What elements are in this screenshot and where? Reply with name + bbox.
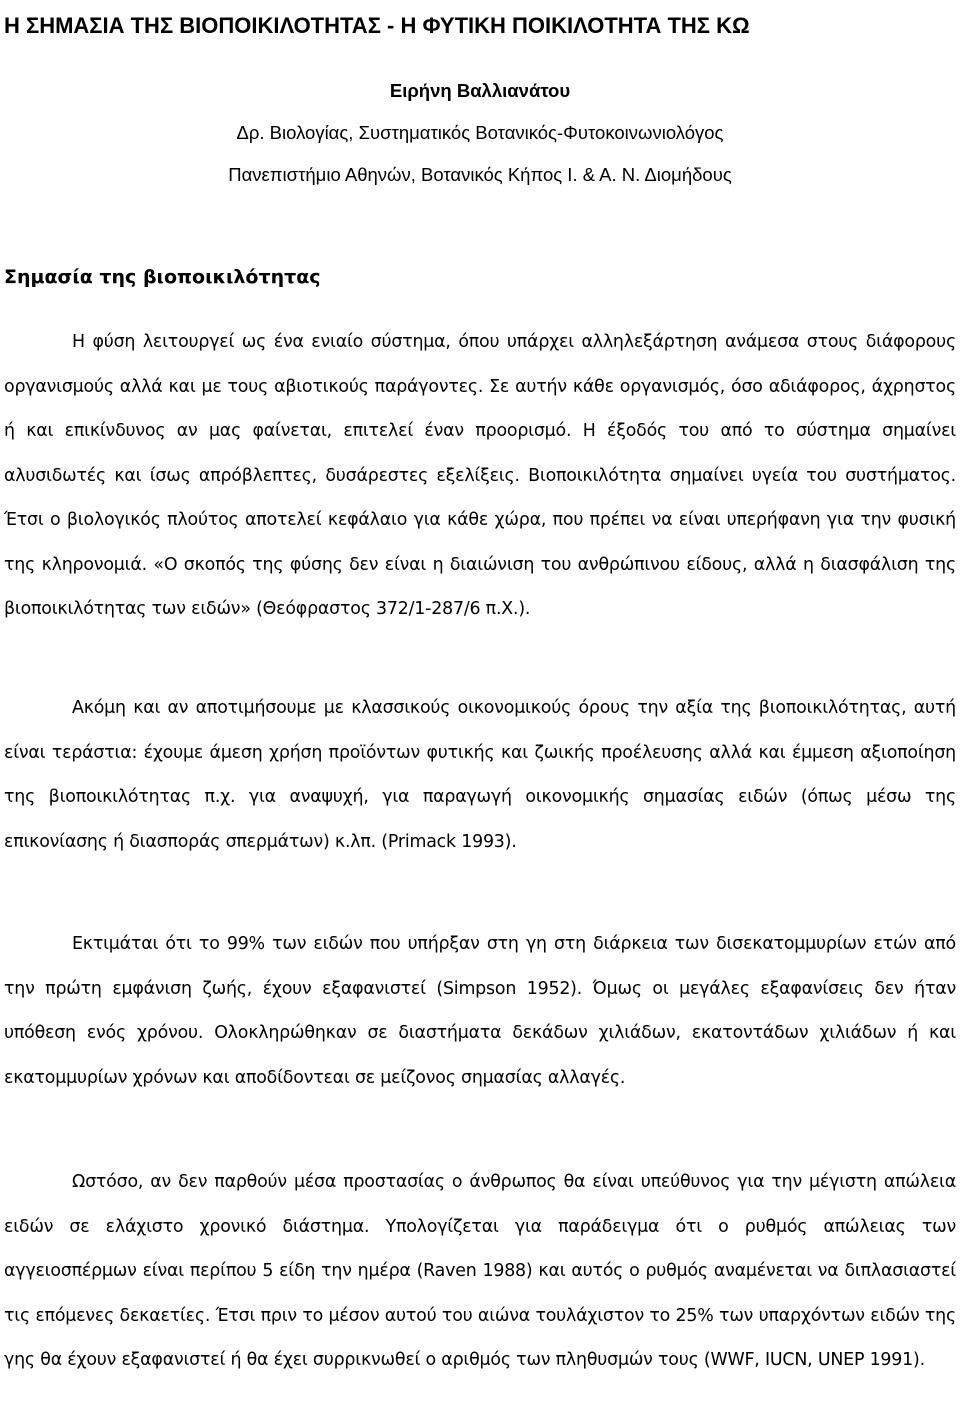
- paragraph: Ωστόσο, αν δεν παρθούν μέσα προστασίας ο άνθρωπος θα είναι υπεύθυνος για την μέγιστη απώλεια ειδών σε ελάχιστο χρονικό διάστημα. Υπολογίζεται για παράδειγμα ότι ο ρυθμός απώλειας των αγγειοσπέρμων είναι περίπου 5 είδη την ημέρα (Raven 1988) και αυτός ο ρυθμός αναμένεται να διπλασιαστεί τις επόμενες δεκαετίες. Έτσι πριν το μέσον αυτού του αιώνα τουλάχιστον το 25% των υπαρχόντων ειδών της γης θα έχουν εξαφανιστεί ή θα έχει συρρικνωθεί ο αριθμός των πληθυσμών τους (WWF, IUCN, UNEP 1991).: [4, 1172, 956, 1370]
- author-name: Ειρήνη Βαλλιανάτου: [389, 80, 571, 101]
- author-affiliation: Πανεπιστήμιο Αθηνών, Βοτανικός Κήπος Ι. & Α. Ν. Διομήδους: [228, 164, 732, 185]
- paragraph: Η φύση λειτουργεί ως ένα ενιαίο σύστημα, όπου υπάρχει αλληλεξάρτηση ανάμεσα στους διάφορους οργανισμούς αλλά και με τους αβιοτικούς παράγοντες. Σε αυτήν κάθε οργανισμός, όσο αδιάφορος, άχρηστος ή και επικίνδυνος αν μας φαίνεται, επιτελεί έναν προορισμό. Η έξοδός του από το σύστημα σημαίνει αλυσιδωτές και ίσως απρόβλεπτες, δυσάρεστες εξελίξεις. Βιοποικιλότητα σημαίνει υγεία του συστήματος. Έτσι ο βιολογικός πλούτος αποτελεί κεφάλαιο για κάθε χώρα, που πρέπει να είναι υπερήφανη για την φυσική της κληρονομιά. «Ο σκοπός της φύσης δεν είναι η διαιώνιση του ανθρώπινου είδους, αλλά η διασφάλιση της βιοποικιλότητας των ειδών» (Θεόφραστος 372/1-287/6 π.Χ.).: [4, 332, 956, 619]
- author-block: [0, 70, 960, 196]
- document-title: Η ΣΗΜΑΣΙΑ ΤΗΣ ΒΙΟΠΟΙΚΙΛΟΤΗΤΑΣ - Η ΦΥΤΙΚΗ ΠΟΙΚΙΛΟΤΗΤΑ ΤΗΣ ΚΩ: [4, 13, 750, 38]
- section-heading: Σημασία της βιοποικιλότητας: [4, 266, 321, 288]
- paragraph: Ακόμη και αν αποτιμήσουμε με κλασσικούς οικονομικούς όρους την αξία της βιοποικιλότητας, αυτή είναι τεράστια: έχουμε άμεση χρήση προϊόντων φυτικής και ζωικής προέλευσης αλλά και έμμεση αξιοποίηση της βιοποικιλότητας π.χ. για αναψυχή, για παραγωγή οικονομικής σημασίας ειδών (όπως μέσω της επικονίασης ή διασποράς σπερμάτων) κ.λπ. (Primack 1993).: [4, 698, 956, 852]
- author-position: Δρ. Βιολογίας, Συστηματικός Βοτανικός-Φυτοκοινωνιολόγος: [236, 122, 724, 143]
- paragraph: Εκτιμάται ότι το 99% των ειδών που υπήρξαν στη γη στη διάρκεια των δισεκατομμυρίων ετών από την πρώτη εμφάνιση ζωής, έχουν εξαφανιστεί (Simpson 1952). Όμως οι μεγάλες εξαφανίσεις δεν ήταν υπόθεση ενός χρόνου. Ολοκληρώθηκαν σε διαστήματα δεκάδων χιλιάδων, εκατοντάδων χιλιάδων ή και εκατομμυρίων χρόνων και αποδίδοντεαι σε μείζονος σημασίας αλλαγές.: [4, 934, 956, 1088]
